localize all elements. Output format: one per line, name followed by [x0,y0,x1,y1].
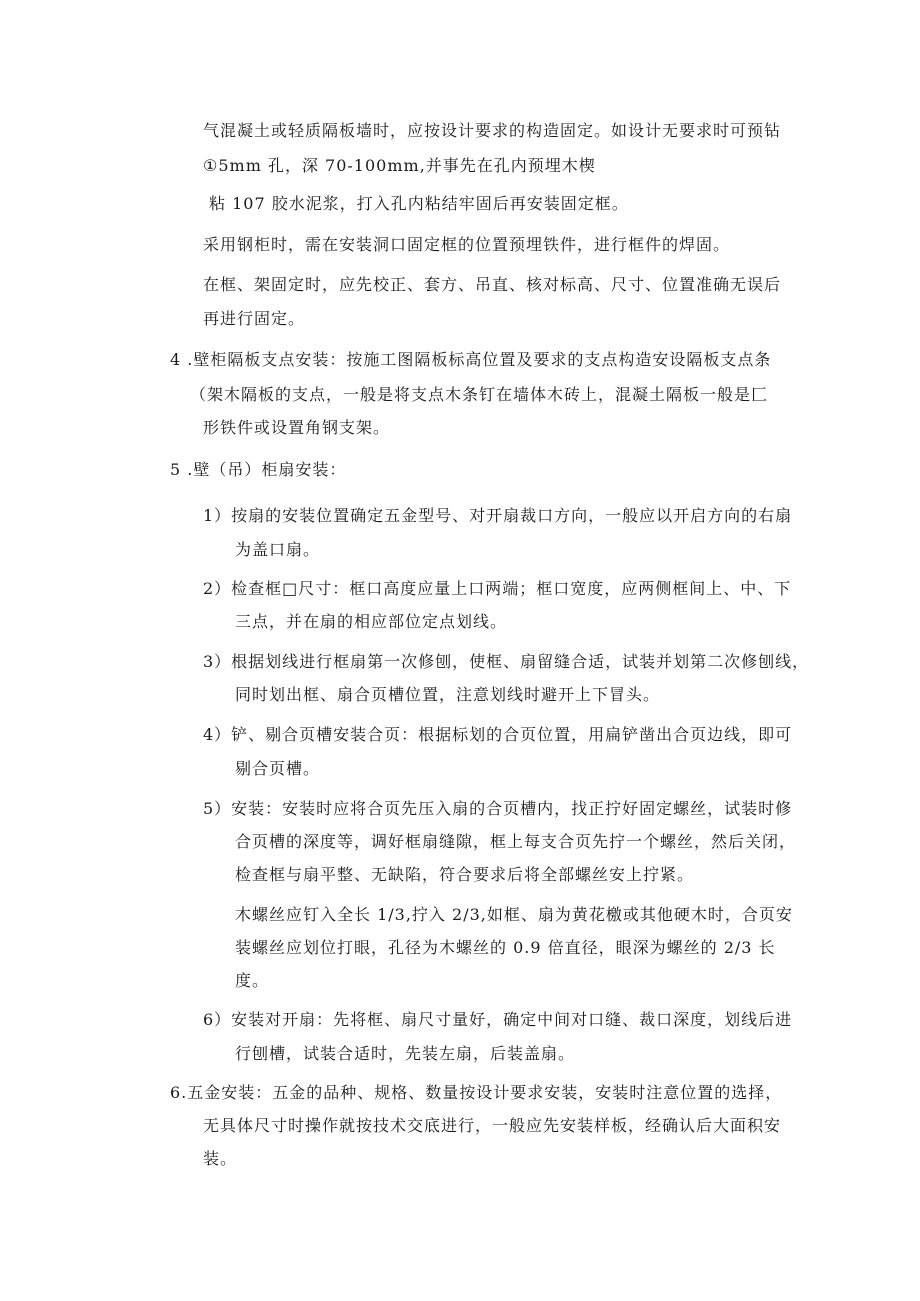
section-heading: 5 .壁（吊）柜扇安装： [170,460,347,479]
section-heading: 4 .壁柜隔板支点安装：按施工图隔板标高位置及要求的支点构造安设隔板支点条 [170,350,772,369]
text-line: 剔合页槽。 [235,759,321,778]
text-line: （架木隔板的支点，一般是将支点木条钉在墙体木砖上，混凝土隔板一般是匚 [190,385,769,404]
text-line: 在框、架固定时，应先校正、套方、吊直、核对标高、尺寸、位置准确无误后 [203,275,782,294]
list-item: 6）安装对开扇：先将框、扇尺寸量好，确定中间对口缝、裁口深度，划线后进 [203,1010,793,1029]
list-item: 1）按扇的安装位置确定五金型号、对开扇裁口方向，一般应以开启方向的右扇 [203,506,793,525]
text-line: 气混凝土或轻质隔板墙时，应按设计要求的构造固定。如设计无要求时可预钻 [203,121,782,140]
text-line: 形铁件或设置角钢支架。 [203,418,391,437]
text-line: 无具体尺寸时操作就按技术交底进行，一般应先安装样板，经确认后大面积安 [203,1116,782,1135]
text-line: 粘 107 胶水泥浆，打入孔内粘结牢固后再安装固定框。 [209,194,629,213]
text-line: 同时划出框、扇合页槽位置，注意划线时避开上下冒头。 [235,685,661,704]
text-line: 合页槽的深度等，调好框扇缝隙，框上每支合页先拧一个螺丝，然后关闭， [235,832,797,851]
text-line: 装。 [203,1149,238,1168]
list-item: 4）铲、剔合页槽安装合页：根据标划的合页位置，用扁铲凿出合页边线，即可 [203,725,793,744]
text-line: 为盖口扇。 [235,540,321,559]
section-heading: 6.五金安装：五金的品种、规格、数量按设计要求安装，安装时注意位置的选择， [170,1083,783,1102]
list-item: 2）检查框□尺寸：框口高度应量上口两端；框口宽度，应两侧框间上、中、下 [203,579,792,598]
text-line: 三点，并在扇的相应部位定点划线。 [235,612,508,631]
list-item: 5）安装：安装时应将合页先压入扇的合页槽内，找正拧好固定螺丝，试装时修 [203,799,793,818]
text-line: 检查框与扇平整、无缺陷，符合要求后将全部螺丝安上拧紧。 [235,865,695,884]
text-line: 再进行固定。 [203,309,306,328]
list-item: 3）根据划线进行框扇第一次修刨，使框、扇留缝合适，试装并划第二次修刨线， [203,652,810,671]
text-line: ①5mm 孔，深 70-100mm,并事先在孔内预埋木楔 [203,156,596,175]
text-line: 度。 [235,971,270,990]
text-line: 装螺丝应划位打眼，孔径为木螺丝的 0.9 倍直径，眼深为螺丝的 2/3 长 [235,938,776,957]
text-line: 木螺丝应钉入全长 1/3,拧入 2/3,如框、扇为黄花檄或其他硬木时，合页安 [235,905,793,924]
text-line: 采用钢柜时，需在安装洞口固定框的位置预埋铁件，进行框件的焊固。 [203,235,731,254]
text-line: 行刨槽，试装合适时，先装左扇，后装盖扇。 [235,1044,576,1063]
